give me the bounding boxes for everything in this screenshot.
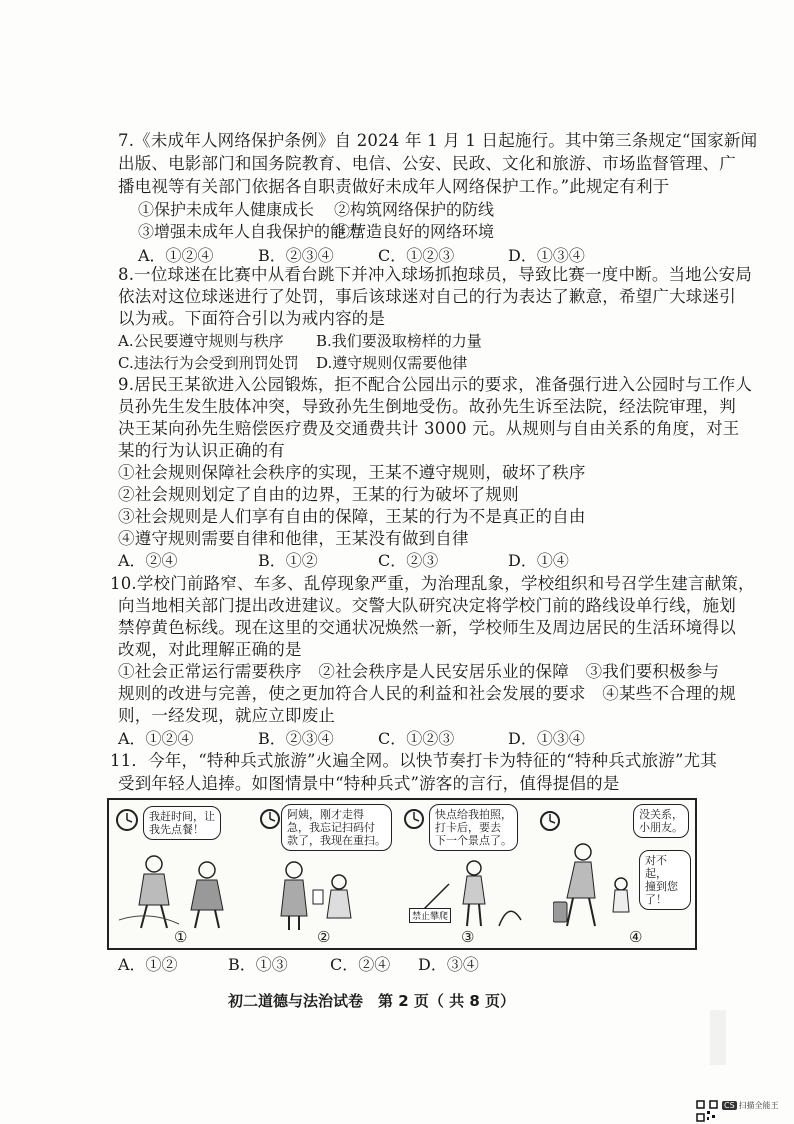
q8-option-b: B.我们要汲取榜样的力量 xyxy=(316,332,482,350)
q10-line-2: 向当地相关部门提出改进建议。交警大队研究决定将学校门前的路线设单行线，施划 xyxy=(118,596,736,615)
q9-line-3: 决王某向孙先生赔偿医疗费及交通费共计 3000 元。从规则与自由关系的角度，对王 xyxy=(118,419,740,438)
clock-icon xyxy=(539,810,561,832)
q7-statement-1: ①保护未成年人健康成长 xyxy=(138,200,315,219)
q9-line-2: 员孙先生发生肢体冲突，导致孙先生倒地受伤。故孙先生诉至法院，经法院审理，判 xyxy=(118,397,736,416)
q10-line-1: 10.学校门前路窄、车多、乱停现象严重，为治理乱象，学校组织和号召学生建言献策， xyxy=(110,574,755,593)
q7-line-1: 7.《未成年人网络保护条例》自 2024 年 1 月 1 日起施行。其中第三条规定“国家新闻 xyxy=(118,131,758,150)
q10-line-7: 则，一经发现，就应立即废止 xyxy=(118,706,336,725)
q8-line-2: 依法对这位球迷进行了处罚，事后该球迷对自己的行为表达了歉意，希望广大球迷引 xyxy=(118,287,736,306)
q11-line-1: 11．今年，“特种兵式旅游”火遍全网。以快节奏打卡为特征的“特种兵式旅游”尤其 xyxy=(110,751,718,770)
cartoon-panel-1 xyxy=(109,800,259,948)
q10-line-3: 禁停黄色标线。现在这里的交通状况焕然一新，学校师生及周边居民的生活环境得以 xyxy=(118,618,736,637)
vendor-and-tourist-illustration xyxy=(269,860,379,930)
qr-code-icon xyxy=(696,1100,718,1122)
q10-line-5: ①社会正常运行需要秩序 ②社会秩序是人民安居乐业的保障 ③我们要积极参与 xyxy=(118,662,720,681)
q7-statement-4: ④营造良好的网络环境 xyxy=(334,222,495,241)
q9-option-a: A．②④ xyxy=(118,551,178,570)
scanner-badge: CS xyxy=(724,1101,735,1110)
q8-line-3: 以为戒。下面符合引以为戒内容的是 xyxy=(118,309,386,328)
q7-line-2: 出版、电影部门和国务院教育、电信、公安、民政、文化和旅游、市场监督管理、广 xyxy=(118,154,736,173)
q7-statement-2: ②构筑网络保护的防线 xyxy=(334,200,495,219)
cartoon-panel-3 xyxy=(399,800,539,948)
cartoon-panel-4 xyxy=(539,800,691,948)
panel-4-speech-bubble-adult: 没关系， 小朋友。 xyxy=(633,804,689,838)
q10-line-4: 改观，对此理解正确的是 xyxy=(118,640,302,659)
q9-statement-1: ①社会规则保障社会秩序的实现，王某不遵守规则，破坏了秩序 xyxy=(118,463,586,482)
q9-line-1: 9.居民王某欲进入公园锻炼，拒不配合公园出示的要求，准备强行进入公园时与工作人 xyxy=(118,375,753,394)
q9-option-c: C．②③ xyxy=(378,551,439,570)
q10-option-a: A．①②④ xyxy=(118,729,194,748)
tourist-and-child-illustration xyxy=(553,842,643,932)
q7-line-3: 播电视等有关部门依据各自职责做好未成年人网络保护工作。”此规定有利于 xyxy=(118,177,670,196)
scanner-watermark xyxy=(722,1101,779,1111)
panel-3-number: ③ xyxy=(461,928,475,946)
q8-option-c: C.违法行为会受到刑罚处罚 xyxy=(118,354,299,372)
clock-icon xyxy=(115,808,139,832)
panel-2-number: ② xyxy=(317,928,331,946)
panel-1-speech-bubble: 我赶时间，让 我先点餐！ xyxy=(143,806,221,840)
q9-option-b: B．①② xyxy=(258,551,318,570)
q7-option-d: D．①③④ xyxy=(508,246,585,265)
q8-option-d: D.遵守规则仅需要他律 xyxy=(316,354,468,372)
q9-statement-4: ④遵守规则需要自律和他律，王某没有做到自律 xyxy=(118,529,469,548)
no-climbing-sign: 禁止攀爬 xyxy=(409,908,451,923)
clock-icon xyxy=(403,808,425,830)
q9-statement-2: ②社会规则划定了自由的边界，王某的行为破坏了规则 xyxy=(118,485,519,504)
panel-1-number: ① xyxy=(174,928,188,946)
cartoon-strip xyxy=(107,798,697,950)
q7-option-c: C．①②③ xyxy=(378,246,455,265)
q11-line-2: 受到年轻人追捧。如图情景中“特种兵式”游客的言行，值得提倡的是 xyxy=(118,774,620,793)
q7-option-b: B．②③④ xyxy=(258,246,334,265)
q10-option-b: B．②③④ xyxy=(258,729,334,748)
q7-option-a: A．①②④ xyxy=(138,246,214,265)
q9-line-4: 某的行为认识正确的有 xyxy=(118,441,285,460)
cartoon-panel-2 xyxy=(259,800,399,948)
q10-option-c: C．①②③ xyxy=(378,729,455,748)
tourist-crowd-illustration xyxy=(119,850,249,930)
q9-statement-3: ③社会规则是人们享有自由的保障，王某的行为不是真正的自由 xyxy=(118,507,586,526)
panel-4-number: ④ xyxy=(629,928,643,946)
page-footer: 初二道德与法治试卷 第 2 页（ 共 8 页） xyxy=(228,992,515,1010)
panel-4-speech-bubble-tourist: 对不起， 撞到您 了！ xyxy=(639,850,691,910)
scanner-name: 扫描全能王 xyxy=(738,1101,779,1110)
q10-option-d: D．①③④ xyxy=(508,729,585,748)
q8-line-1: 8.一位球迷在比赛中从看台跳下并冲入球场抓抱球员，导致比赛一度中断。当地公安局 xyxy=(118,265,753,284)
q10-line-6: 规则的改进与完善，使之更加符合人民的利益和社会发展的要求 ④某些不合理的规 xyxy=(118,684,736,703)
panel-3-speech-bubble: 快点给我拍照， 打卡后，要去 下一个景点了。 xyxy=(429,804,518,851)
q8-option-a: A.公民要遵守规则与秩序 xyxy=(118,332,284,350)
q11-option-b: B．①③ xyxy=(228,955,288,974)
q9-option-d: D．①④ xyxy=(508,551,569,570)
clock-icon xyxy=(259,808,281,830)
q11-option-a: A．①② xyxy=(118,955,178,974)
panel-2-speech-bubble: 阿姨，刚才走得 急，我忘记扫码付 款了，我现在重扫。 xyxy=(281,804,392,851)
q7-statement-3: ③增强未成年人自我保护的能力 xyxy=(138,222,363,241)
q11-option-c: C．②④ xyxy=(330,955,391,974)
scan-smudge xyxy=(710,1010,726,1065)
q11-option-d: D．③④ xyxy=(418,955,479,974)
